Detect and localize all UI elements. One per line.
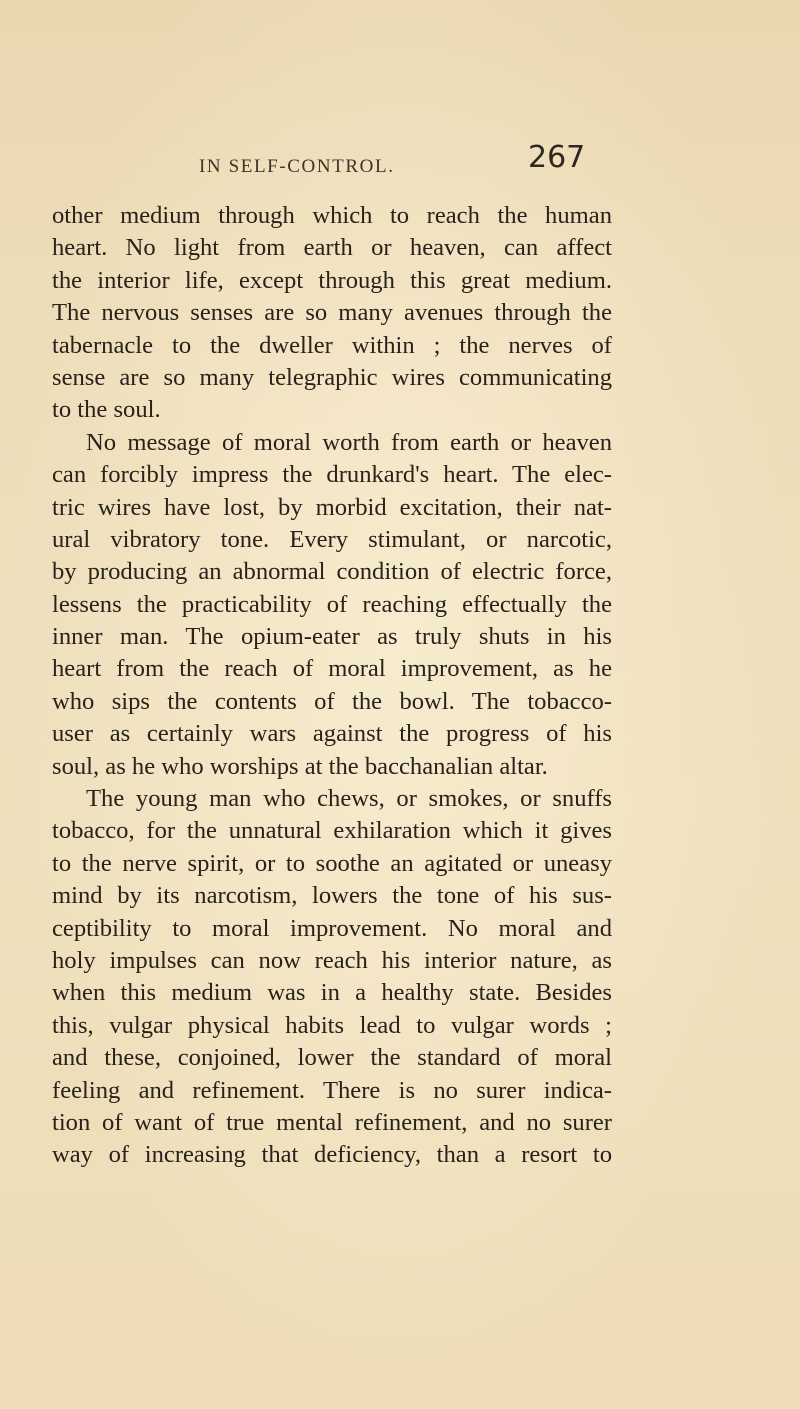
text-line: tabernacle to the dweller within ; the nerves of: [52, 331, 612, 359]
body-text: [52, 200, 612, 1172]
text-line: holy impulses can now reach his interior nature, as: [52, 946, 612, 974]
text-line: soul, as he who worships at the bacchanalian altar.: [52, 752, 548, 780]
text-line: lessens the practicability of reaching effectually the: [52, 590, 612, 618]
text-line: to the soul.: [52, 396, 161, 424]
text-line: user as certainly wars against the progress of his: [52, 720, 612, 748]
page-number: 267: [528, 140, 586, 175]
page-header: [0, 140, 800, 190]
text-line: heart from the reach of moral improvement, as he: [52, 655, 612, 683]
text-line: The nervous senses are so many avenues through the: [52, 299, 612, 327]
text-line: feeling and refinement. There is no surer indica-: [52, 1076, 612, 1104]
text-line: inner man. The opium-eater as truly shuts in his: [52, 623, 612, 651]
text-line: ural vibratory tone. Every stimulant, or narcotic,: [52, 525, 612, 553]
running-head: IN SELF-CONTROL.: [199, 156, 395, 177]
paragraph-start: The young man who chews, or smokes, or snuffs: [86, 785, 612, 813]
text-line: tric wires have lost, by morbid excitation, their nat-: [52, 493, 612, 521]
text-line: ceptibility to moral improvement. No moral and: [52, 914, 612, 942]
text-line: the interior life, except through this great medium.: [52, 266, 612, 294]
text-line: by producing an abnormal condition of electric force,: [52, 558, 612, 586]
paragraph-start: No message of moral worth from earth or heaven: [86, 428, 612, 456]
text-line: when this medium was in a healthy state. Besides: [52, 979, 612, 1007]
text-line: this, vulgar physical habits lead to vulgar words ;: [52, 1011, 612, 1039]
text-line: heart. No light from earth or heaven, can affect: [52, 234, 612, 262]
text-line: tion of want of true mental refinement, and no surer: [52, 1108, 612, 1136]
text-line: tobacco, for the unnatural exhilaration which it gives: [52, 817, 612, 845]
text-line: way of increasing that deficiency, than a resort to: [52, 1141, 612, 1169]
text-line: who sips the contents of the bowl. The tobacco-: [52, 687, 612, 715]
text-line: and these, conjoined, lower the standard of moral: [52, 1044, 612, 1072]
text-line: to the nerve spirit, or to soothe an agitated or uneasy: [52, 849, 612, 877]
text-line: other medium through which to reach the human: [52, 202, 612, 229]
text-line: can forcibly impress the drunkard's heart. The elec-: [52, 461, 612, 489]
text-line: mind by its narcotism, lowers the tone of his sus-: [52, 882, 612, 910]
text-line: sense are so many telegraphic wires communicating: [52, 363, 612, 391]
